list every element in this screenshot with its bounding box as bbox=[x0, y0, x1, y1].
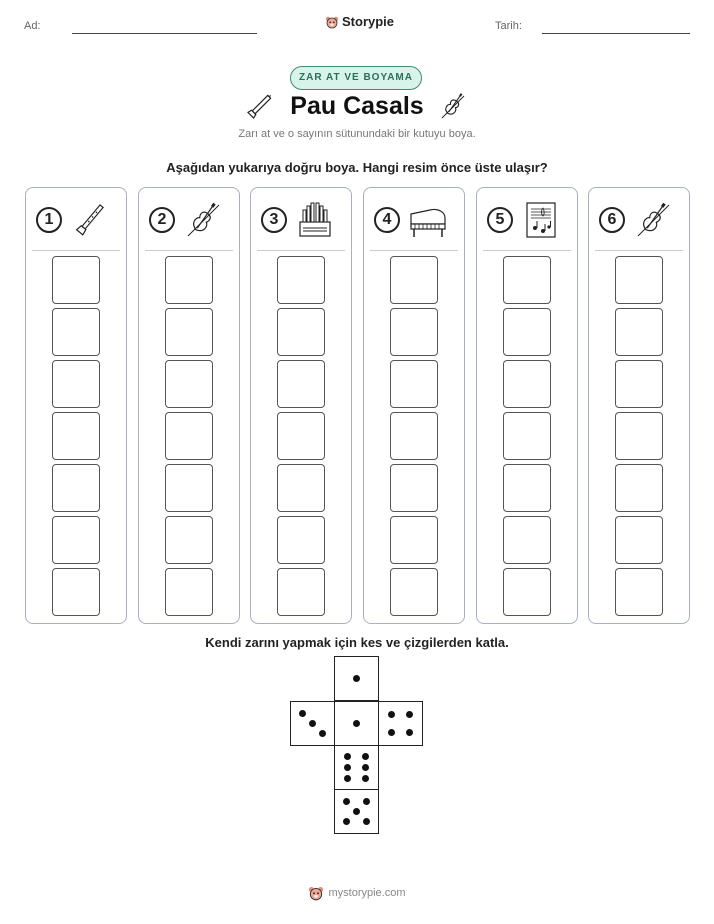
coloring-box[interactable] bbox=[390, 256, 438, 304]
dice-pip bbox=[343, 818, 350, 825]
dice-pip bbox=[353, 720, 360, 727]
dice-face-1 bbox=[334, 701, 379, 746]
grand-piano-icon bbox=[408, 200, 448, 240]
coloring-box[interactable] bbox=[615, 412, 663, 460]
coloring-box[interactable] bbox=[165, 360, 213, 408]
column-number: 4 bbox=[374, 207, 400, 233]
coloring-box[interactable] bbox=[277, 360, 325, 408]
activity-badge: ZAR AT VE BOYAMA bbox=[290, 66, 422, 90]
date-line[interactable] bbox=[542, 33, 690, 34]
coloring-box[interactable] bbox=[277, 308, 325, 356]
dice-face-1 bbox=[334, 656, 379, 701]
storypie-logo bbox=[325, 14, 394, 29]
column-divider bbox=[145, 250, 233, 251]
column-divider bbox=[595, 250, 683, 251]
coloring-box[interactable] bbox=[615, 256, 663, 304]
column-number: 3 bbox=[261, 207, 287, 233]
coloring-box[interactable] bbox=[390, 360, 438, 408]
coloring-box[interactable] bbox=[615, 516, 663, 564]
dice-pip bbox=[388, 729, 395, 736]
column-divider bbox=[32, 250, 120, 251]
header bbox=[0, 0, 714, 50]
dice-pip bbox=[299, 710, 306, 717]
dice-face-4 bbox=[378, 701, 423, 746]
name-line[interactable] bbox=[72, 33, 257, 34]
column-divider bbox=[257, 250, 345, 251]
coloring-box[interactable] bbox=[503, 568, 551, 616]
coloring-box[interactable] bbox=[277, 464, 325, 512]
dice-pip bbox=[344, 753, 351, 760]
dice-face-5 bbox=[334, 789, 379, 834]
dice-face-3 bbox=[290, 701, 335, 746]
footer bbox=[0, 885, 714, 901]
coloring-box[interactable] bbox=[503, 256, 551, 304]
dice-pip bbox=[344, 764, 351, 771]
violin-icon bbox=[438, 91, 468, 121]
coloring-box[interactable] bbox=[277, 412, 325, 460]
sheet-music-icon bbox=[521, 200, 561, 240]
coloring-box[interactable] bbox=[165, 412, 213, 460]
dice-pip bbox=[362, 775, 369, 782]
column-number: 1 bbox=[36, 207, 62, 233]
coloring-box[interactable] bbox=[390, 516, 438, 564]
dice-pip bbox=[353, 808, 360, 815]
coloring-box[interactable] bbox=[615, 568, 663, 616]
coloring-box[interactable] bbox=[390, 568, 438, 616]
bear-logo-icon bbox=[308, 885, 324, 901]
column-4 bbox=[363, 187, 465, 624]
dice-pip bbox=[406, 729, 413, 736]
dice-pip bbox=[319, 730, 326, 737]
column-divider bbox=[370, 250, 458, 251]
bear-logo-icon bbox=[325, 15, 339, 29]
column-number: 6 bbox=[599, 207, 625, 233]
column-divider bbox=[483, 250, 571, 251]
coloring-box[interactable] bbox=[615, 464, 663, 512]
instruction: Aşağıdan yukarıya doğru boya. Hangi resim önce üste ulaşır? bbox=[166, 160, 548, 175]
dice-pip bbox=[353, 675, 360, 682]
name-label: Ad: bbox=[24, 20, 41, 32]
dice-instruction: Kendi zarını yapmak için kes ve çizgilerden katla. bbox=[205, 635, 509, 650]
coloring-box[interactable] bbox=[503, 308, 551, 356]
coloring-box[interactable] bbox=[165, 568, 213, 616]
coloring-box[interactable] bbox=[390, 308, 438, 356]
coloring-box[interactable] bbox=[503, 360, 551, 408]
coloring-box[interactable] bbox=[277, 568, 325, 616]
column-5 bbox=[476, 187, 578, 624]
pipe-organ-icon bbox=[295, 200, 335, 240]
coloring-box[interactable] bbox=[52, 568, 100, 616]
date-label: Tarih: bbox=[495, 20, 522, 32]
violin-icon bbox=[633, 200, 673, 240]
dice-pip bbox=[344, 775, 351, 782]
coloring-box[interactable] bbox=[52, 412, 100, 460]
coloring-box[interactable] bbox=[165, 308, 213, 356]
column-3 bbox=[250, 187, 352, 624]
coloring-box[interactable] bbox=[165, 256, 213, 304]
dice-face-6 bbox=[334, 745, 379, 790]
violin-icon bbox=[183, 200, 223, 240]
logo-text: Storypie bbox=[342, 14, 395, 29]
coloring-box[interactable] bbox=[277, 516, 325, 564]
coloring-box[interactable] bbox=[52, 360, 100, 408]
coloring-box[interactable] bbox=[390, 464, 438, 512]
coloring-box[interactable] bbox=[615, 308, 663, 356]
oboe-icon bbox=[70, 200, 110, 240]
coloring-box[interactable] bbox=[503, 464, 551, 512]
column-number: 2 bbox=[149, 207, 175, 233]
dice-pip bbox=[388, 711, 395, 718]
coloring-box[interactable] bbox=[165, 464, 213, 512]
coloring-box[interactable] bbox=[503, 516, 551, 564]
column-6 bbox=[588, 187, 690, 624]
coloring-box[interactable] bbox=[52, 308, 100, 356]
coloring-box[interactable] bbox=[615, 360, 663, 408]
coloring-box[interactable] bbox=[390, 412, 438, 460]
dice-pip bbox=[309, 720, 316, 727]
footer-url[interactable]: mystorypie.com bbox=[328, 887, 406, 899]
coloring-box[interactable] bbox=[52, 516, 100, 564]
dice-pip bbox=[362, 764, 369, 771]
page-title: Pau Casals bbox=[290, 92, 424, 120]
dice-pip bbox=[363, 818, 370, 825]
dice-pip bbox=[343, 798, 350, 805]
column-1 bbox=[25, 187, 127, 624]
dice-pip bbox=[406, 711, 413, 718]
coloring-box[interactable] bbox=[277, 256, 325, 304]
column-number: 5 bbox=[487, 207, 513, 233]
coloring-box[interactable] bbox=[52, 256, 100, 304]
coloring-box[interactable] bbox=[503, 412, 551, 460]
dice-pip bbox=[362, 753, 369, 760]
coloring-box[interactable] bbox=[52, 464, 100, 512]
subtitle: Zarı at ve o sayının sütunundaki bir kutuyu boya. bbox=[238, 128, 476, 140]
coloring-box[interactable] bbox=[165, 516, 213, 564]
column-2 bbox=[138, 187, 240, 624]
dice-pip bbox=[363, 798, 370, 805]
